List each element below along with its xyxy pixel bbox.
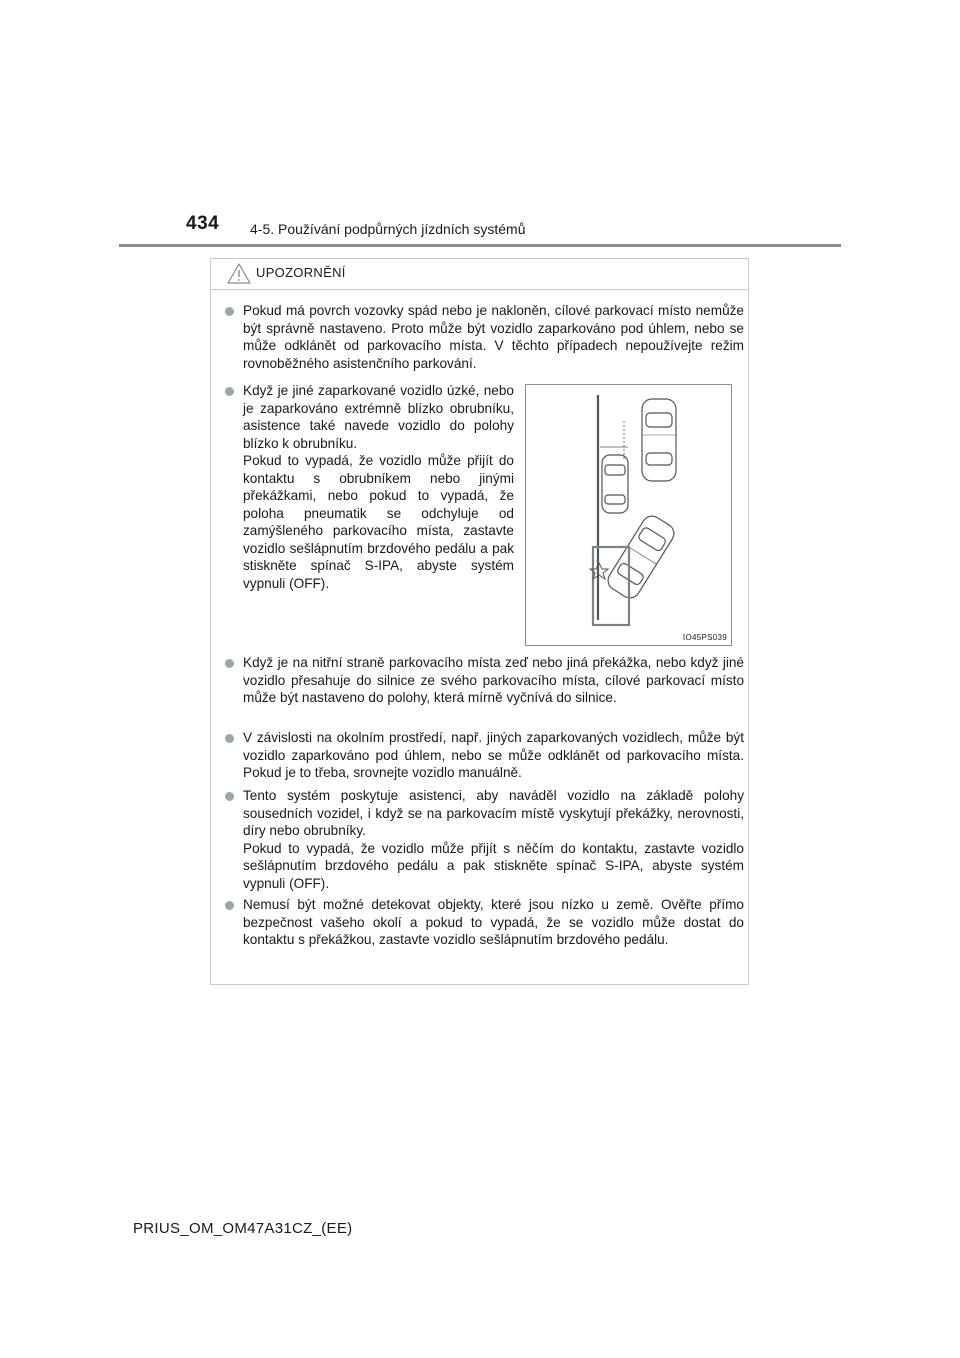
warning-label: UPOZORNĚNÍ <box>256 265 346 280</box>
header-divider <box>119 244 841 247</box>
section-title: 4-5. Používání podpůrných jízdních systémů <box>250 221 526 237</box>
warning-item <box>225 729 744 782</box>
bullet-icon <box>225 901 234 910</box>
warning-item <box>225 654 744 707</box>
warning-item-text: Pokud má povrch vozovky spád nebo je nakloněn, cílové parkovací místo nemůže být správně nastaveno. Proto může být vozidlo zaparkováno pod úhlem, nebo se může odklánět od parkovacího místa. V těchto případech nepoužívejte režim rovnoběžného asistenčního parkování. <box>243 303 744 371</box>
bullet-icon <box>225 659 234 668</box>
warning-header <box>211 259 748 290</box>
bullet-icon <box>225 734 234 743</box>
parked-car-front <box>642 399 676 481</box>
warning-item-text: Když je na nitřní straně parkovacího místa zeď nebo jiná překážka, nebo když jiné vozidlo přesahuje do silnice ze svého parkovacího místa, cílové parkovací místo může být nastaveno do polohy, která mírně vyčnívá do silnice. <box>243 655 744 705</box>
bullet-icon <box>225 792 234 801</box>
bullet-icon <box>225 387 234 396</box>
parking-diagram-drawing <box>526 385 731 645</box>
warning-item-text: Nemusí být možné detekovat objekty, které jsou nízko u země. Ověřte přímo bezpečnost vašeho okolí a pokud to vypadá, že se vozidlo může dostat do kontaktu s překážkou, zastavte vozidlo sešlápnutím brzdového pedálu. <box>243 897 744 947</box>
figure-code: IO45PS039 <box>682 633 727 642</box>
parking-diagram <box>525 384 732 646</box>
warning-triangle-icon <box>227 263 251 284</box>
own-car <box>604 512 677 601</box>
warning-box <box>210 258 749 985</box>
warning-item <box>225 302 744 372</box>
warning-item <box>225 896 744 949</box>
warning-item <box>225 382 514 592</box>
warning-item-text: V závislosti na okolním prostředí, např. jiných zaparkovaných vozidlech, může být vozidlo zaparkováno pod úhlem, nebo se může odklánět od parkovacího místa. Pokud je to třeba, srovnejte vozidlo manuálně. <box>243 730 744 780</box>
document-code: PRIUS_OM_OM47A31CZ_(EE) <box>133 1220 353 1237</box>
parked-car-rear <box>602 455 628 513</box>
warning-item-text: Tento systém poskytuje asistenci, aby naváděl vozidlo na základě polohy sousedních vozidel, i když se na parkovacím místě vyskytují překážky, nerovnosti, díry nebo obrubníky. Pokud to vypadá, že vozidlo může přijít s něčím do kontaktu, zastavte vozidlo sešlápnutím brzdového pedálu a pak stiskněte spínač S-IPA, abyste systém vypnuli (OFF). <box>243 788 744 891</box>
page-number: 434 <box>186 213 220 234</box>
bullet-icon <box>225 307 234 316</box>
warning-item-text: Když je jiné zaparkované vozidlo úzké, nebo je zaparkováno extrémně blízko obrubníku, asistence také navede vozidlo do polohy blízko k obrubníku. Pokud to vypadá, že vozidlo může přijít do kontaktu s obrubníkem nebo jinými překážkami, nebo pokud to vypadá, že poloha pneumatik se odchyluje od zamýšleného parkovacího místa, zastavte vozidlo sešlápnutím brzdového pedálu a pak stiskněte spínač S-IPA, abyste systém vypnuli (OFF). <box>243 383 514 591</box>
warning-item <box>225 787 744 892</box>
